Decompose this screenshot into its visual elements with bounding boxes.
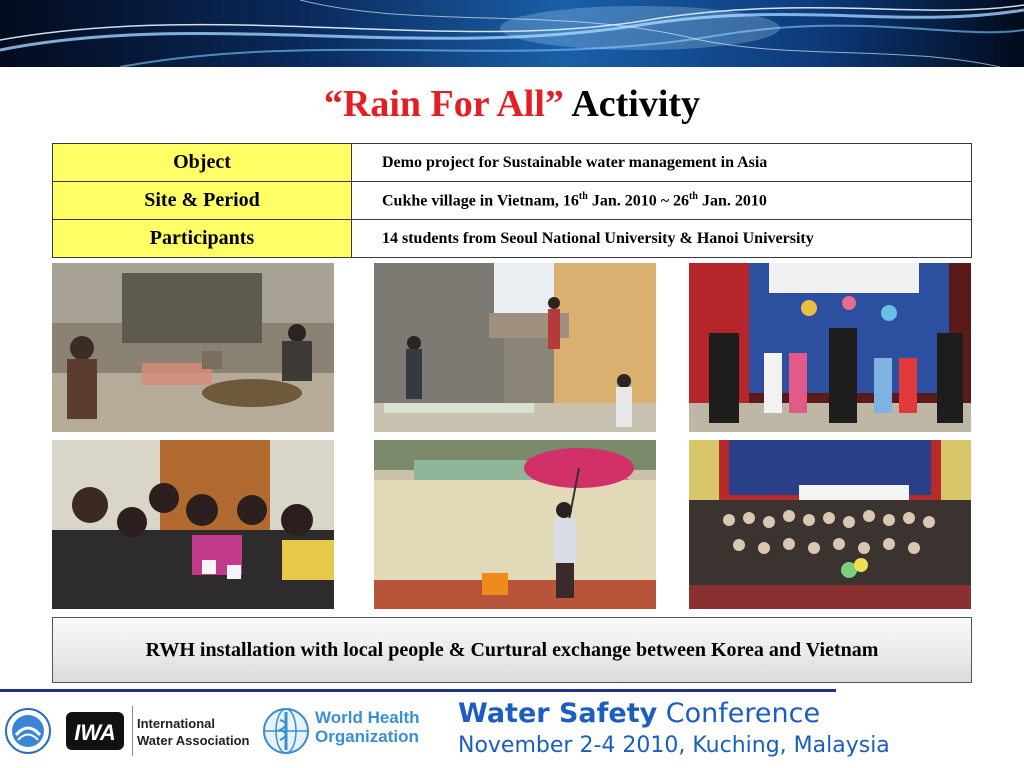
photo-caption: RWH installation with local people & Curtural exchange between Korea and Vietnam [52,617,972,683]
table-row [53,220,972,258]
row-key-participants: Participants [53,220,352,258]
logo-divider [132,706,133,756]
who-name [315,708,435,746]
header-banner [0,0,1024,67]
photo-stage-performance [689,263,971,432]
mia-logo-icon [4,707,52,755]
title-quoted: “Rain For All” [323,83,564,125]
iwa-mark: IWA [74,720,116,745]
conference-date: November 2-4 2010, Kuching, Malaysia [458,733,890,758]
row-key-site-period: Site & Period [53,182,352,220]
row-key-object: Object [53,144,352,182]
row-value-site-period [352,182,972,220]
row-value-object: Demo project for Sustainable water management in Asia [352,144,972,182]
table-row [53,144,972,182]
photo-umbrella-rain-tank [374,440,656,609]
who-name-line1: World Health [315,708,420,727]
conference-title-rest: Conference [657,698,821,729]
iwa-name-line2: Water Association [137,733,250,748]
iwa-logo-icon [66,708,126,754]
conference-info [458,697,928,761]
who-emblem-icon [261,706,311,756]
table-row [53,182,972,220]
conference-title [458,697,928,731]
who-name-line2: Organization [315,727,419,746]
site-period-sup-a: th [578,190,588,202]
photo-students-drinking [52,440,334,609]
slide-title [0,82,1024,126]
site-period-sup-b: th [689,190,698,202]
photo-village-courtyard [52,263,334,432]
site-period-text-c: Jan. 2010 [697,192,767,210]
photo-group-exchange [689,440,971,609]
site-period-text-b: Jan. 2010 ~ 26 [587,192,690,210]
footer-rule [0,689,836,692]
title-activity: Activity [571,83,701,125]
iwa-name-line1: International [137,716,216,731]
site-period-text-a: Cukhe village in Vietnam, 16 [382,192,579,210]
row-value-participants: 14 students from Seoul National University & Hanoi University [352,220,972,258]
iwa-name [137,715,255,749]
info-table [52,143,972,258]
photo-rooftop-installation [374,263,656,432]
conference-title-bold: Water Safety [458,698,658,729]
